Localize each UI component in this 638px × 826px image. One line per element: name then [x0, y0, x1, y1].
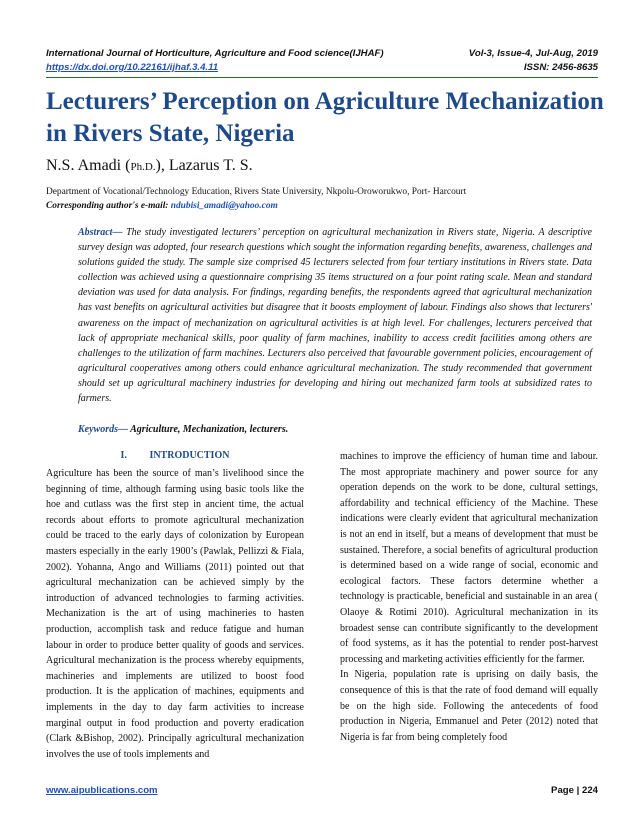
page-number: Page | 224 [551, 785, 598, 796]
keywords-label: Keywords— [78, 424, 128, 435]
page-footer [46, 785, 598, 796]
journal-header-line2 [46, 62, 598, 73]
author-1-degree: Ph.D. [130, 161, 156, 173]
paragraph: In Nigeria, population rate is uprising on daily basis, the consequence of this is that the rate of food demand will equally be on the high side. Following the antecedents of food production in Nigeria, Emmanuel and Peter (2012) noted that Nigeria is far from being completely food [340, 669, 598, 743]
issn: ISSN: 2456-8635 [523, 62, 598, 73]
right-column [340, 449, 598, 745]
section-heading [46, 450, 304, 461]
paragraph: Agriculture has been the source of man’s livelihood since the beginning of time, although farming using basic tools like the hoe and cutlass was the first step in ancient time, the actual records about efforts to promote agricultural mechanization could be traced to the early days of colonization by European masters especially in the early 1900’s (Pawlak, Pellizzi & Fiala, 2002). Yohanna, Ango and Williams (2011) pointed out that agricultural mechanization can be achieved simply by the introduction of advanced technologies to farming activities. Mechanization is the art of using machineries to hasten production, accomplish task and reduce fatigue and human labour in order to produce better quality of goods and services. Agricultural mechanization is the process whereby equipments, machineries and implements are utilized to boost food production. It is the application of machines, equipments and implements in the day to day farm activities to increase marginal output in food production and poverty eradication (Clark &Bishop, 2002). Principally agricultural mechanization involves the use of tools implements and [46, 468, 304, 760]
abstract [78, 225, 592, 406]
correspondence [46, 201, 278, 211]
keywords [78, 424, 288, 435]
left-column [46, 466, 304, 762]
authors: N.S. Amadi (Ph.D.), Lazarus T. S. [46, 157, 253, 174]
header-rule [46, 77, 598, 78]
abstract-label: Abstract— [78, 227, 123, 238]
section-title: INTRODUCTION [149, 450, 230, 461]
affiliation: Department of Vocational/Technology Education, Rivers State University, Nkpolu-Oroworukwo, Port- Harcourt [46, 187, 467, 197]
keywords-text: Agriculture, Mechanization, lecturers. [128, 424, 289, 435]
correspondence-label: Corresponding author's e-mail: [46, 201, 169, 211]
abstract-text: The study investigated lecturers’ perception on agricultural mechanization in Rivers state, Nigeria. A descriptive survey design was adopted, four research questions which sought the information regarding benefits, awareness, challenges and solutions guided the study. The sample size comprised 45 lecturers selected from four tertiary institutions in Rivers state. Data collection was achieved using a questionnaire comprising 35 items structured on a four point rating scale. Mean and standard deviation was used for data analysis. For findings, regarding benefits, the respondents agreed that agricultural mechanization has vast benefits on agricultural activities but disagree that it boosts employment of labour. Findings also shows that lecturers' awareness on the impact of mechanization on agricultural activities is at high level. For challenges, lecturers perceived that lack of appropriate mechanical skills, poor quality of farm machines, inability to access credit facilities among others are challenges to the utilization of farm machines. Lecturers also perceived that favourable government policies, encouragement of agricultural cooperatives among others could enhance agricultural mechanization. The study recommended that government should set up agricultural machinery industries for developing and hiring out mechanized farm tools at subsidized rates to farmers. [78, 227, 592, 405]
paragraph: machines to improve the efficiency of human time and labour. The most appropriate machinery and power source for any operation depends on the work to be done, cultural settings, affordability and technical efficiency of the Machine. These indications were clearly evident that agricultural mechanization is not an end in itself, but a means of development that must be sustained. Therefore, a social benefits of agricultural production is determined based on a wide range of social, economic and ecological factors. These factors determine whether a technology is practicable, beneficial and sustainable in an area ( Olaoye & Rotimi 2010). Agricultural mechanization in its broadest sense can contribute significantly to the development of food systems, as it has the potential to render post-harvest processing and marketing activities efficiently for the farmer. [340, 451, 598, 665]
journal-header-line1 [46, 48, 598, 59]
doi-link[interactable]: https://dx.doi.org/10.22161/ijhaf.3.4.11 [46, 62, 219, 73]
paper-title: Lecturers’ Perception on Agriculture Mechanization in Rivers State, Nigeria [46, 88, 604, 147]
footer-site-link[interactable]: www.aipublications.com [46, 785, 158, 796]
journal-name: International Journal of Horticulture, Agriculture and Food science(IJHAF) [46, 48, 384, 59]
section-number: I. [120, 450, 127, 461]
journal-issue: Vol-3, Issue-4, Jul-Aug, 2019 [468, 48, 598, 59]
email-link[interactable]: ndubisi_amadi@yahoo.com [170, 201, 278, 211]
author-2: Lazarus T. S. [168, 157, 253, 174]
author-1: N.S. Amadi [46, 157, 122, 174]
